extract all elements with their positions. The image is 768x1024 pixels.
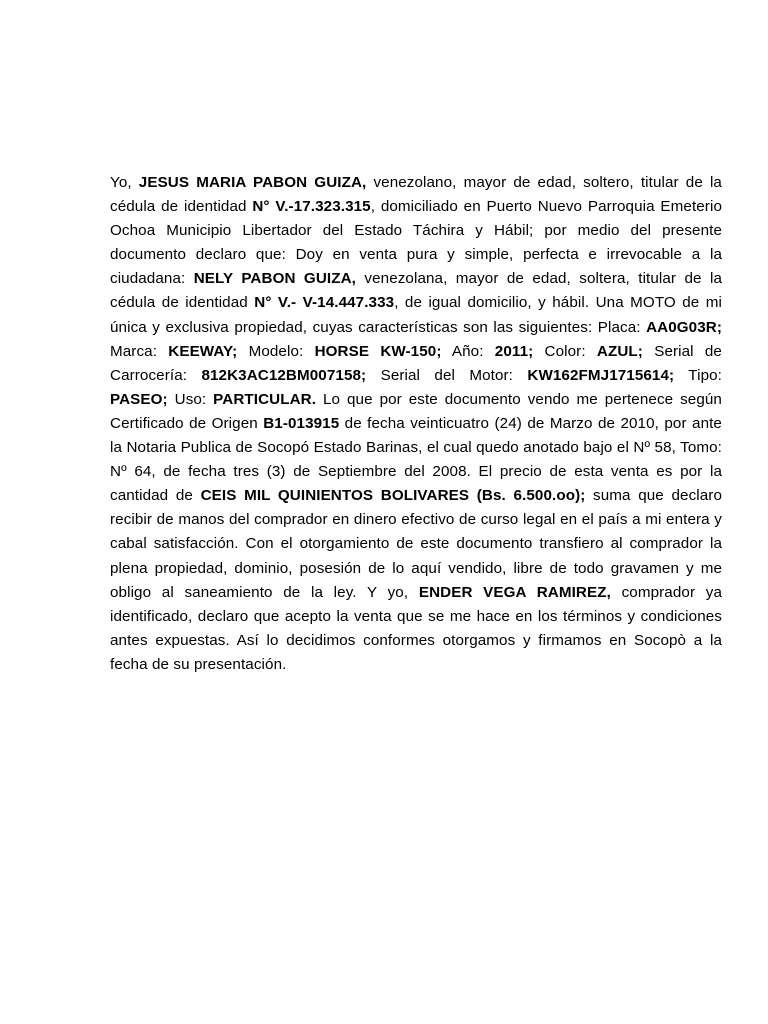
brand-label: Marca:	[110, 342, 169, 360]
buyer-citizen-details-text: venezolana, mayor de edad, soltera, titular de la cédula de identidad	[110, 270, 722, 312]
vehicle-use: PARTICULAR.	[213, 390, 317, 408]
vehicle-engine-serial: KW162FMJ1715614;	[527, 366, 675, 384]
model-label: Modelo:	[237, 342, 315, 360]
sale-price: CEIS MIL QUINIENTOS BOLIVARES (Bs. 6.500.oo);	[200, 487, 586, 505]
vehicle-plate: AA0G03R;	[646, 318, 722, 336]
ownership-text: Lo que por este documento vendo me pertenece según Certificado de Origen	[110, 390, 722, 432]
buyer-citizen-id-number: N° V.- V-14.447.333	[254, 294, 395, 312]
certificate-details-text: de fecha veinticuatro (24) de Marzo de 2010, por ante la Notaria Publica de Socopó Estado Barinas, el cual quedo anotado bajo el Nº 58, Tomo: Nº 64, de fecha tres (3) de Septiembre del 2008. El precio de esta venta es por la cantidad de	[110, 414, 722, 505]
buyer-citizen-name: NELY PABON GUIZA,	[193, 270, 357, 288]
seller-id-number: N° V.-17.323.315	[252, 198, 371, 216]
seller-domicile-and-declaration-text: , domiciliado en Puerto Nuevo Parroquia Emeterio Ochoa Municipio Libertador del Estado Táchira y Hábil; por medio del presente documento declaro que: Doy en venta pura y simple, perfecta e irrevocable a la ciudadana:	[110, 198, 722, 288]
year-label: Año:	[441, 342, 495, 360]
engine-serial-label: Serial del Motor:	[366, 366, 528, 384]
seller-details-text: venezolano, mayor de edad, soltero, titular de la cédula de identidad	[110, 174, 722, 216]
intro-text: Yo,	[110, 174, 139, 191]
closing-text: comprador ya identificado, declaro que acepto la venta que se me hace en los términos y condiciones antes expuestas. Así lo decidimos conformes otorgamos y firmamos en Socopò a la fecha de su presentación.	[110, 583, 723, 673]
vehicle-body-serial: 812K3AC12BM007158;	[201, 366, 367, 384]
certificate-number: B1-013915	[263, 414, 340, 432]
body-serial-label: Serial de Carrocería:	[110, 342, 722, 384]
vehicle-type: PASEO;	[110, 390, 168, 408]
vehicle-color: AZUL;	[596, 342, 643, 360]
vehicle-brand: KEEWAY;	[168, 342, 238, 360]
vehicle-year: 2011;	[494, 342, 534, 360]
seller-name: JESUS MARIA PABON GUIZA,	[138, 174, 367, 191]
color-label: Color:	[533, 342, 597, 360]
buyer-name: ENDER VEGA RAMIREZ,	[418, 583, 611, 601]
payment-and-transfer-text: suma que declaro recibir de manos del comprador en dinero efectivo de curso legal en el país a mi entera y cabal satisfacción. Con el otorgamiento de este documento transfiero al comprador la plena propiedad, dominio, posesión de lo aquí vendido, libre de todo gravamen y me obligo al saneamiento de la ley. Y yo,	[110, 487, 723, 601]
sale-contract-body	[110, 171, 722, 677]
type-label: Tipo:	[674, 366, 722, 384]
use-label: Uso:	[167, 390, 214, 408]
contract-paragraph	[110, 171, 722, 677]
vehicle-model: HORSE KW-150;	[314, 342, 442, 360]
vehicle-intro-text: , de igual domicilio, y hábil. Una MOTO de mi única y exclusiva propiedad, cuyas características son las siguientes: Placa:	[110, 294, 722, 336]
